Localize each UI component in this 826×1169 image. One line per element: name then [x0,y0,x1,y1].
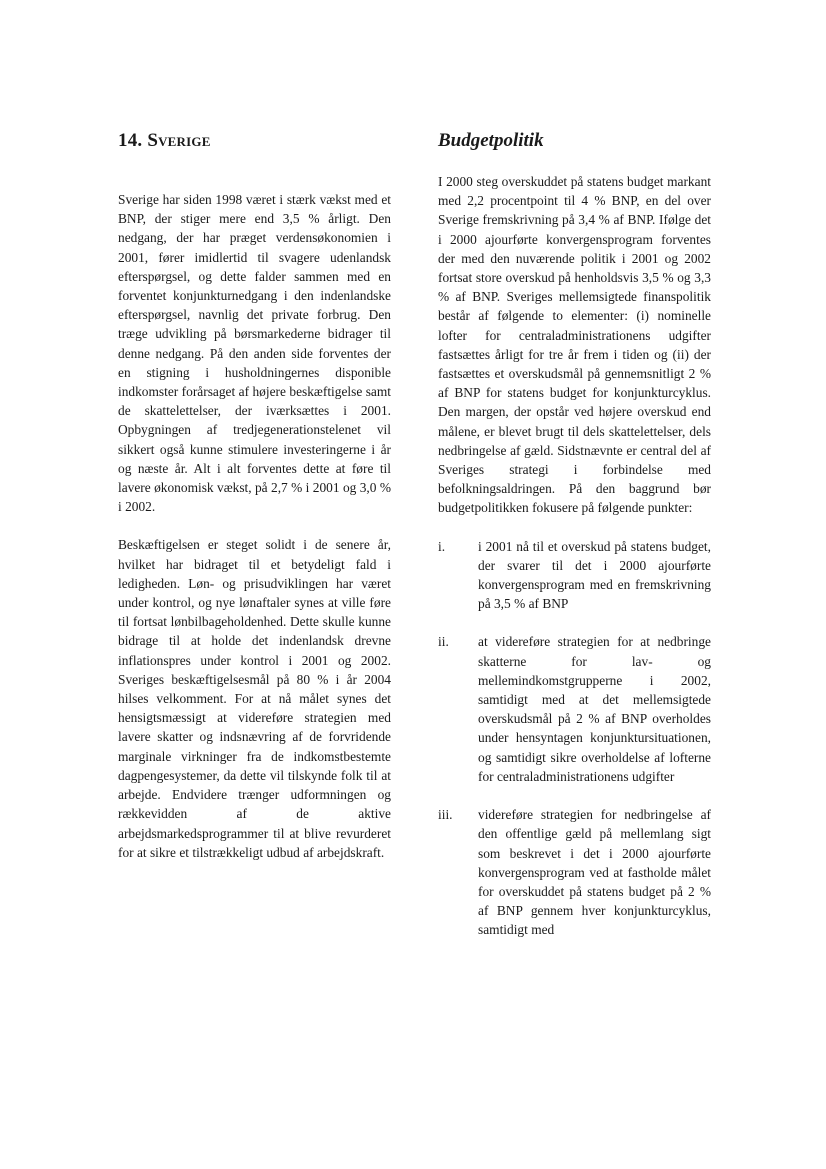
list-item-number: i. [438,538,446,554]
budget-policy-heading: Budgetpolitik [438,130,544,151]
paragraph-employment: Beskæftigelsen er steget solidt i de senere år, hvilket har bidraget til et betydeligt fald i ledigheden. Løn- og prisudviklingen har været under kontrol, og nye lønaftaler synes at ville føre til fortsat lønbilbageholdenhed. Dette skulle kunne bidrage til at holde det indenlandsk drevne inflationspres under kontrol i 2001 og 2002. Sveriges beskæftigelsesmål på 80 % i år 2004 hilses velkomment. For at nå målet synes det hensigtsmæssigt at videreføre strategien med lavere skatter og indsnævring af de forvridende marginale virkninger fra de indkomstbestemte dagpengesystemer, da dette vil tilskynde folk til at arbejde. Endvidere trænger udformningen og rækkevidden af de aktive arbejdsmarkedsprogrammer til at blive revurderet for at sikre et tilstrækkeligt udbud af arbejdskraft. [118,537,391,860]
left-column [118,128,391,881]
list-item-text: i 2001 nå til et overskud på statens budget, der svarer til det i 2000 ajourførte konvergensprogram med en fremskrivning på 3,5 % af BNP [478,538,711,612]
list-item [438,537,711,614]
paragraph-economy: Sverige har siden 1998 været i stærk vækst med et BNP, der stiger mere end 3,5 % årligt. Den nedgang, der har præget verdensøkonomien i 2001, fører imidlertid til svagere udenlandsk efterspørgsel, og dette falder sammen med en forventet konjunkturnedgang i den indenlandske efterspørgsel, navnlig det private forbrug. Den træge udvikling på børsmarkederne bidrager til denne nedgang. På den anden side forventes der en stigning i husholdningernes disponible indkomster forårsaget af højere beskæftigelse samt de skattelettelser, der iværksættes i 2001. Opbygningen af tredjegenerationstelenet vil sikkert også kunne stimulere investeringerne i år og næste år. Alt i alt forventes dette at føre til lavere økonomisk vækst, på 2,7 % i 2001 og 3,0 % i 2002. [118,192,391,515]
section-heading [118,128,391,154]
list-item-text: videreføre strategien for nedbringelse af den offentlige gæld på mellemlang sigt som beskrevet i det i 2000 ajourførte konvergensprogram ved at fastholde målet for overskuddet på statens budget på 2 % af BNP gennem hver konjunkturcyklus, samtidigt med [478,807,711,938]
list-item-text: at videreføre strategien for at nedbringe skatterne for lav- og mellemindkomstgrupperne i 2002, samtidigt med at det mellemsigtede overskudsmål på 2 % af BNP overholdes under hensyntagen konjunktursituationen, og samtidigt sikre overholdelse af lofterne for centraladministrationens udgifter [478,634,711,784]
section-number: 14. [118,130,143,151]
right-column [438,128,711,959]
list-item-number: ii. [438,634,449,650]
section-title: Sverige [147,130,211,151]
list-item [438,805,711,939]
list-item [438,632,711,786]
list-item-number: iii. [438,807,453,823]
paragraph-budget: I 2000 steg overskuddet på statens budget markant med 2,2 procentpoint til 4 % BNP, en del over Sverige fremskrivning på 3,4 % af BNP. Ifølge det i 2000 ajourførte konvergensprogram forventes der med den nuværende politik i 2001 og 2002 fortsat store overskud på henholdsvis 3,5 % og 3,3 % af BNP. Sveriges mellemsigtede finanspolitik består af følgende to elementer: (i) nominelle lofter for centraladministrationens udgifter fastsættes årligt for tre år frem i tiden og (ii) der fastsættes et overskudsmål på gennemsnitligt 2 % af BNP for statens budget for konjunkturcyklus. Den margen, der opstår ved højere overskud end målene, er blevet brugt til dels skattelettelser, dels nedbringelse af gæld. Sidstnævnte er central del af Sveriges strategi i forbindelse med befolkningsaldringen. På den baggrund bør budgetpolitikken fokusere på følgende punkter: [438,174,711,516]
recommendation-list [438,537,711,940]
